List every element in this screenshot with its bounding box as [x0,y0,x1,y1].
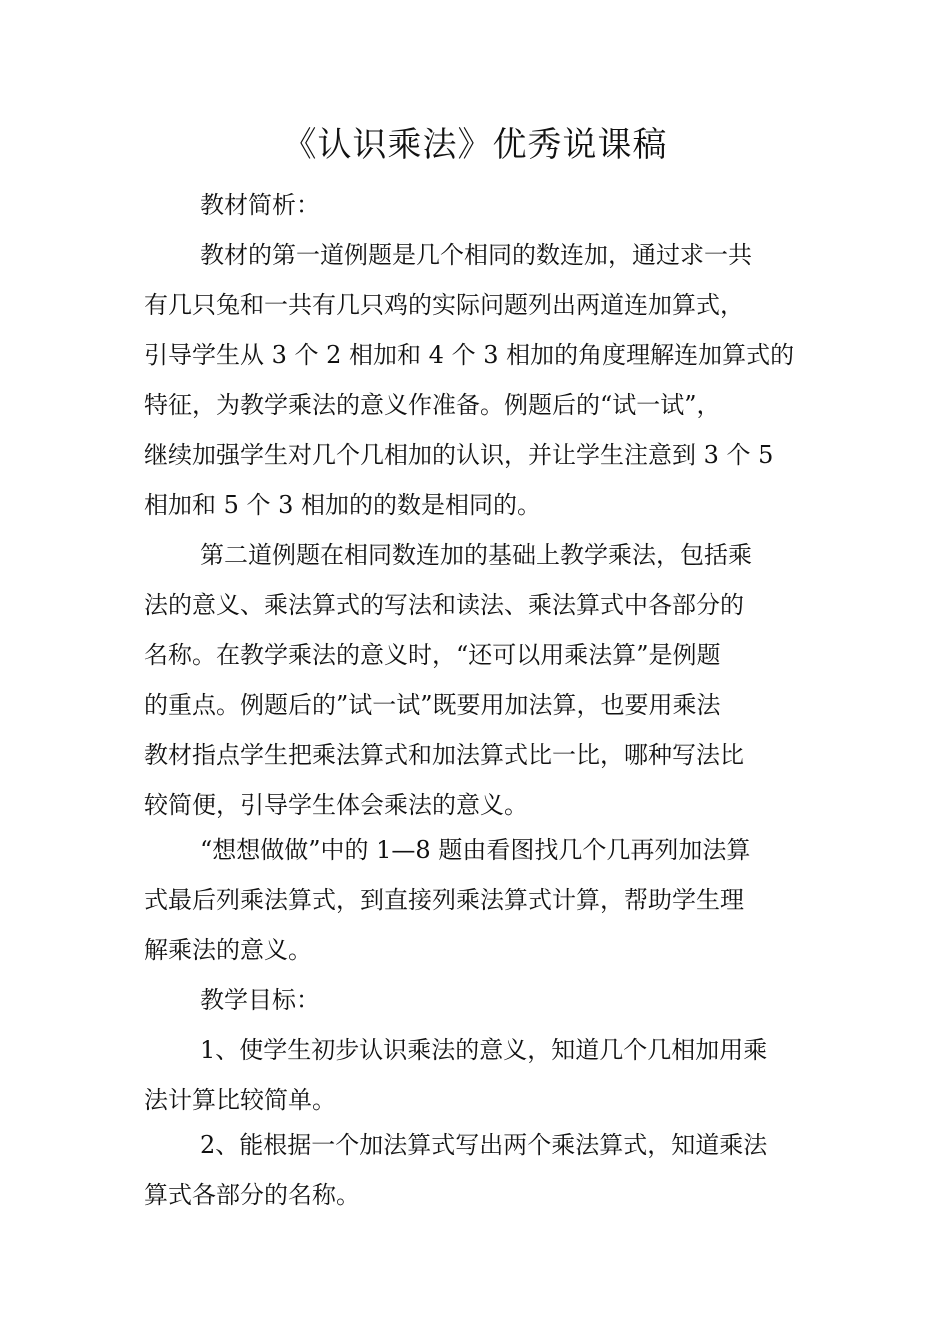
text-line: 名称。在教学乘法的意义时，“还可以用乘法算”是例题 [144,641,721,669]
text-line: 引导学生从 3 个 2 相加和 4 个 3 相加的角度理解连加算式的 [144,341,795,369]
text-line: 的重点。例题后的”试一试”既要用加法算，也要用乘法 [144,691,721,719]
text-line: 算式各部分的名称。 [144,1181,360,1209]
objective-item-1 [144,1025,810,1125]
text-line: 教学目标： [200,986,320,1014]
text-line: 相加和 5 个 3 相加的的数是相同的。 [144,491,542,519]
text-line: 式最后列乘法算式，到直接列乘法算式计算，帮助学生理 [144,886,744,914]
section-heading-objectives [144,975,810,1025]
objective-item-2 [144,1120,810,1220]
text-line: 教材指点学生把乘法算式和加法算式比一比，哪种写法比 [144,741,744,769]
text-line: 解乘法的意义。 [144,936,312,964]
paragraph-think-and-do [144,825,810,975]
paragraph-first-example [144,230,810,530]
text-line: 1、使学生初步认识乘法的意义，知道几个几相加用乘 [200,1036,768,1064]
text-line: 特征，为教学乘法的意义作准备。例题后的“试一试”， [144,391,721,419]
text-line: 有几只兔和一共有几只鸡的实际问题列出两道连加算式， [144,291,744,319]
text-line: 教材简析： [200,191,320,219]
text-line: “想想做做”中的 1—8 题由看图找几个几再列加法算 [200,836,751,864]
text-line: 法计算比较简单。 [144,1086,336,1114]
document-title: 《认识乘法》优秀说课稿 [282,125,668,165]
text-line: 继续加强学生对几个几相加的认识，并让学生注意到 3 个 5 [144,441,774,469]
text-line: 2、能根据一个加法算式写出两个乘法算式，知道乘法 [200,1131,768,1159]
text-line: 法的意义、乘法算式的写法和读法、乘法算式中各部分的 [144,591,744,619]
text-line: 第二道例题在相同数连加的基础上教学乘法，包括乘 [200,541,752,569]
text-line: 教材的第一道例题是几个相同的数连加，通过求一共 [200,241,752,269]
section-heading-materials [144,180,810,230]
paragraph-second-example [144,530,810,830]
text-line: 较简便，引导学生体会乘法的意义。 [144,791,528,819]
